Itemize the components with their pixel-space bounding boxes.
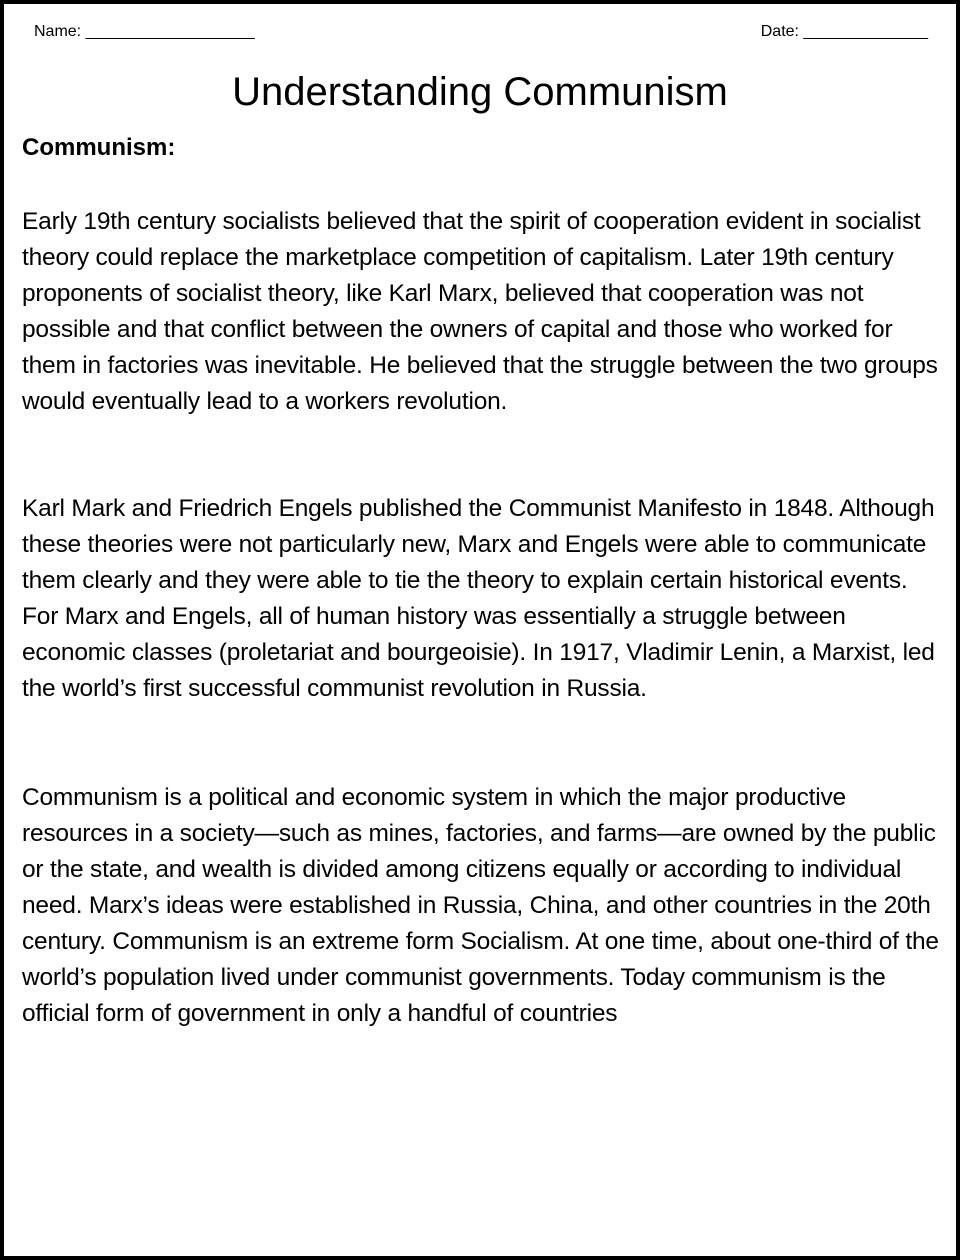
paragraph-early-socialism: Early 19th century socialists believed that the spirit of cooperation evident in socialist theory could replace the marketplace competition of capitalism. Later 19th century proponents of socialist theory, like Karl Marx, believed that cooperation was not possible and that conflict between the owners of capital and those who worked for them in factories was inevitable. He believed that the struggle between the two groups would eventually lead to a workers revolution. (22, 208, 938, 415)
section-heading: Communism: (22, 134, 176, 161)
paragraph-communist-manifesto: Karl Mark and Friedrich Engels published the Communist Manifesto in 1848. Although these theories were not particularly new, Marx and Engels were able to communicate them clearly and they were able to tie the theory to explain certain historical events. For Marx and Engels, all of human history was essentially a struggle between economic classes (proletariat and bourgeoisie). In 1917, Vladimir Lenin, a Marxist, led the world’s first successful communist revolution in Russia. (22, 495, 935, 702)
name-field: Name: ___________________ (34, 23, 255, 40)
worksheet-header (34, 20, 928, 44)
page-title: Understanding Communism (232, 70, 728, 114)
date-field: Date: ______________ (760, 23, 928, 40)
paragraph-communism-definition: Communism is a political and economic system in which the major productive resources in a society—such as mines, factories, and farms—are owned by the public or the state, and wealth is divided among citizens equally or according to individual need. Marx’s ideas were established in Russia, China, and other countries in the 20th century. Communism is an extreme form Socialism. At one time, about one-third of the world’s population lived under communist governments. Today communism is the official form of government in only a handful of countries (22, 784, 939, 1027)
